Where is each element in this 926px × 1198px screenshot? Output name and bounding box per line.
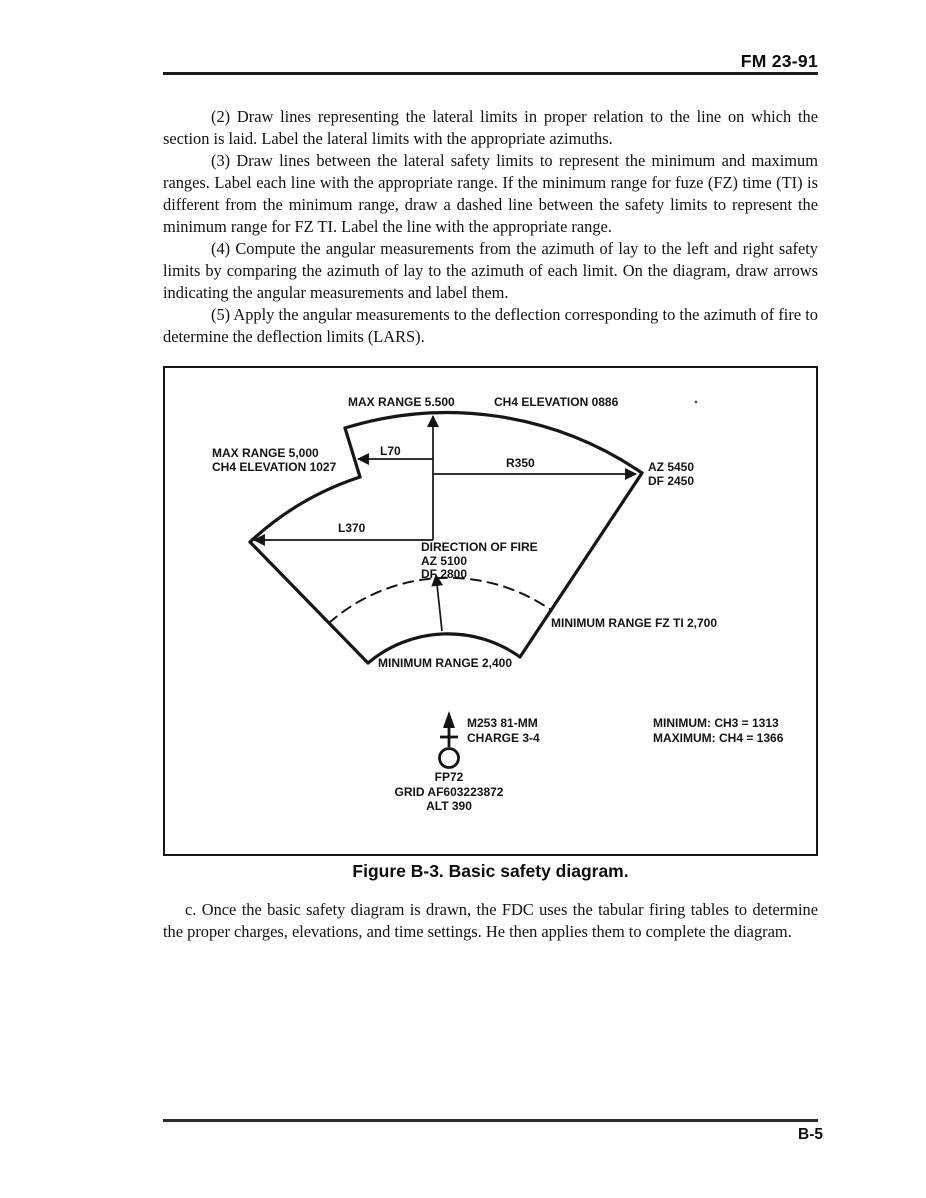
paragraph-3: (3) Draw lines between the lateral safety limits to represent the minimum and maximum ranges. Label each line with the appropriate range. If the minimum range for fuze (FZ) time (TI) is different from the minimum range, draw a dashed line between the safety limits to represent the minimum range for FZ TI. Label the line with the appropriate range. <box>163 151 818 236</box>
label-l70: L70 <box>380 444 401 458</box>
label-ch4-elevation-0886: CH4 ELEVATION 0886 <box>494 395 619 409</box>
label-max-range-5500: MAX RANGE 5.500 <box>348 395 455 409</box>
page-number: B-5 <box>798 1126 823 1143</box>
label-deflection-maximum: MAXIMUM: CH4 = 1366 <box>653 731 784 745</box>
label-az-5100: AZ 5100 <box>421 554 468 568</box>
paragraph-5: (5) Apply the angular measurements to the deflection corresponding to the azimuth of fire to determine the deflection limits (LARS). <box>163 305 818 346</box>
left-safety-limit-line <box>250 542 368 663</box>
label-min-range-2400: MINIMUM RANGE 2,400 <box>378 656 513 670</box>
safety-diagram <box>165 368 816 854</box>
label-direction-of-fire: DIRECTION OF FIRE <box>421 540 538 554</box>
label-df-2450: DF 2450 <box>648 474 695 488</box>
label-df-2800: DF 2800 <box>421 567 468 581</box>
max-range-step-segment <box>345 428 360 477</box>
label-grid: GRID AF603223872 <box>394 785 504 799</box>
label-r350: R350 <box>506 456 535 470</box>
label-min-range-fz-ti: MINIMUM RANGE FZ TI 2,700 <box>551 616 718 630</box>
footer-rule <box>163 1119 818 1122</box>
label-deflection-minimum: MINIMUM: CH3 = 1313 <box>653 716 779 730</box>
body-paragraphs <box>163 106 818 348</box>
figure-caption: Figure B-3. Basic safety diagram. <box>352 861 629 881</box>
header-doc-number: FM 23-91 <box>740 51 818 71</box>
stray-mark <box>695 401 698 404</box>
header-rule <box>163 72 818 75</box>
mortar-symbol-arrowhead <box>443 711 455 728</box>
figure-box <box>163 366 818 856</box>
label-l370: L370 <box>338 521 366 535</box>
label-ch4-elevation-1027: CH4 ELEVATION 1027 <box>212 460 337 474</box>
mortar-unit-symbol <box>440 711 459 768</box>
label-max-range-5000: MAX RANGE 5,000 <box>212 446 319 460</box>
label-weapon-m253: M253 81-MM <box>467 716 538 730</box>
label-az-5450: AZ 5450 <box>648 460 695 474</box>
paragraph-c: c. Once the basic safety diagram is drawn, the FDC uses the tabular firing tables to determine the proper charges, elevations, and time settings. He then applies them to complete the diagram. <box>163 900 818 942</box>
direction-of-fire-small-arrow <box>436 575 442 631</box>
max-range-5500-arc <box>345 413 642 473</box>
paragraph-4: (4) Compute the angular measurements from the azimuth of lay to the left and right safety limits by comparing the azimuth of lay to the azimuth of each limit. On the diagram, draw arrows indicating the angular measurements and label them. <box>163 239 818 302</box>
label-fp72: FP72 <box>434 770 464 784</box>
label-weapon-charge: CHARGE 3-4 <box>467 731 540 745</box>
paragraph-2: (2) Draw lines representing the lateral limits in proper relation to the line on which the section is laid. Label the lateral limits with the appropriate azimuths. <box>163 107 818 148</box>
mortar-symbol-circle <box>440 749 459 768</box>
label-alt: ALT 390 <box>426 799 472 813</box>
